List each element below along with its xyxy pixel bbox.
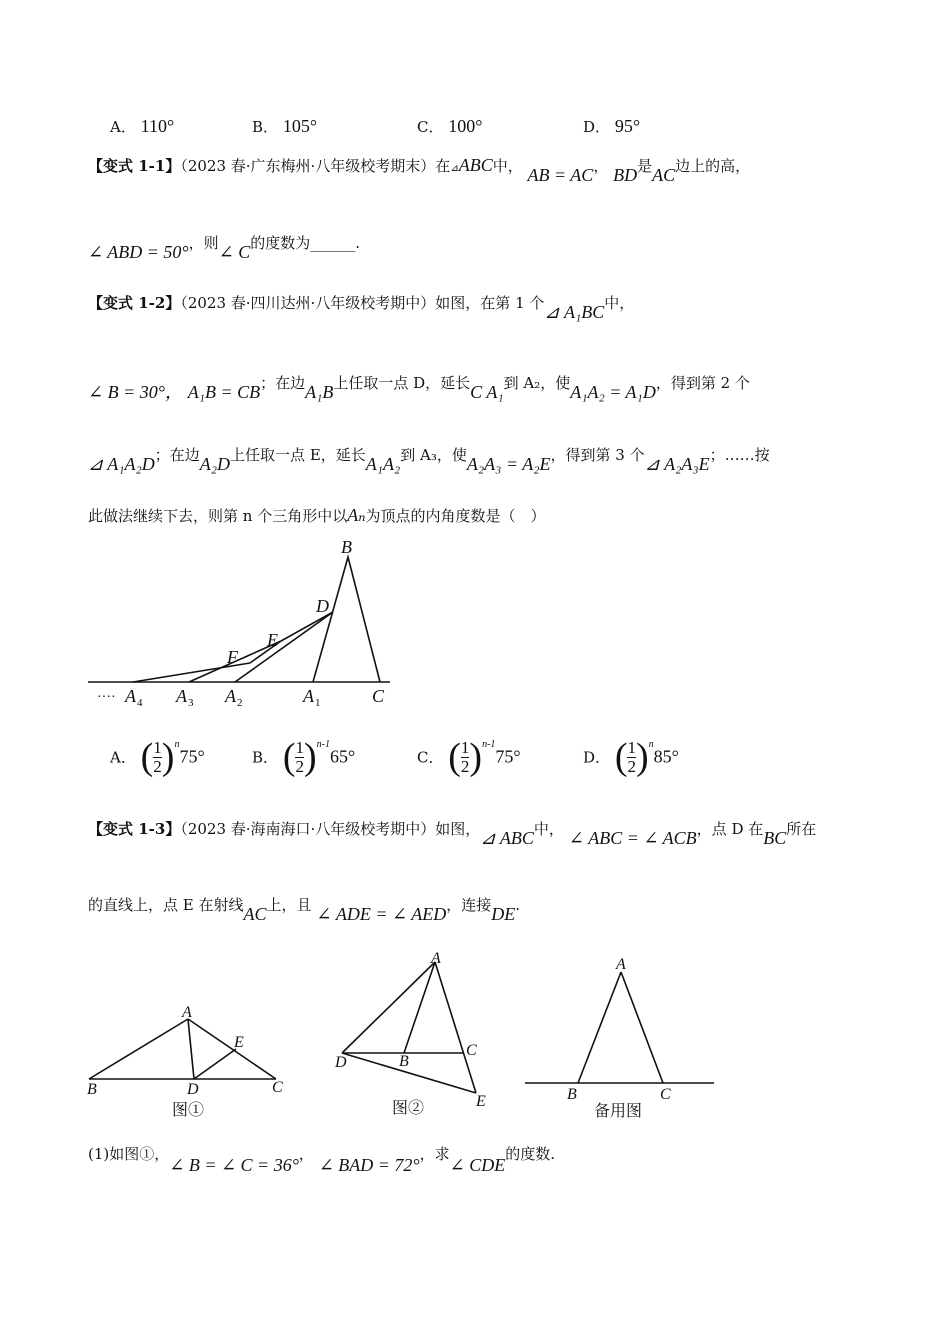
variant-tag: 【变式 1-3】: [88, 820, 181, 838]
svg-text:C: C: [272, 1079, 283, 1096]
svg-text:E: E: [234, 1034, 244, 1051]
svg-text:A: A: [431, 950, 441, 967]
variant-1-2-line1: 【变式 1-2】（2023 春·四川达州·八年级校考期中）如图，在第 1 个⊿ A₁BC中，: [88, 294, 635, 322]
option-c-1-2: C． ( $\frac{1}{2}$ )$^{n-1}$75°: [417, 736, 521, 778]
label-C: C: [372, 686, 385, 706]
svg-text:3: 3: [188, 697, 194, 709]
svg-text:A: A: [182, 1004, 192, 1021]
variant-1-2-line4: 此做法继续下去，则第 n 个三角形中以Aₙ为顶点的内角度数是（ ）: [88, 505, 546, 525]
option-b-1-2: B． ( $\frac{1}{2}$ )$^{n-1}$65°: [252, 736, 356, 778]
variant-tag: 【变式 1-1】: [88, 157, 181, 175]
variant-1-1-line2: ∠ ABD = 50°，则∠ C的度数为______.: [88, 234, 360, 262]
variant-1-3-line2: 的直线上，点 E 在射线AC上，且 ∠ ADE = ∠ AED，连接DE.: [88, 896, 521, 924]
question-1: (1)如图①，∠ B = ∠ C = 36°， ∠ BAD = 72°，求∠ CDE的度数.: [88, 1145, 556, 1175]
label-A1: A: [303, 686, 314, 706]
svg-text:1: 1: [315, 697, 321, 709]
svg-text:4: 4: [137, 697, 143, 709]
option-a: A． 110°: [110, 116, 175, 136]
label-E: E: [267, 630, 278, 650]
svg-text:2: 2: [237, 697, 243, 709]
label-B: B: [341, 537, 352, 557]
label-A4: A: [125, 686, 136, 706]
svg-text:C: C: [466, 1042, 477, 1059]
variant-1-3-line1: 【变式 1-3】（2023 春·海南海口·八年级校考期中）如图，⊿ ABC中， ∠ ABC = ∠ ACB，点 D 在BC所在: [88, 820, 817, 848]
label-D: D: [316, 596, 329, 616]
variant-tag: 【变式 1-2】: [88, 294, 181, 312]
variant-1-2-line2: ∠ B = 30°， A₁B = CB；在边A₁B上任取一点 D，延长C A₁到 A₂，使A₁A₂ = A₁D，得到第 2 个: [88, 374, 750, 402]
svg-text:B: B: [87, 1081, 97, 1098]
option-c: C． 100°: [417, 116, 483, 136]
option-b: B． 105°: [252, 116, 318, 136]
svg-text:A: A: [616, 956, 626, 973]
option-a-1-2: A． ( $\frac{1}{2}$ )$^n$75°: [110, 736, 205, 778]
figure-spare: [520, 950, 720, 1125]
svg-text:E: E: [476, 1093, 486, 1110]
svg-text:B: B: [399, 1053, 409, 1070]
label-A2: A: [225, 686, 236, 706]
figure-2: [328, 945, 503, 1115]
variant-1-1-line1: 【变式 1-1】（2023 春·广东梅州·八年级校考期末）在⊿ABC中， AB = AC， BD是AC边上的高，: [88, 155, 751, 185]
label-F: F: [227, 647, 238, 667]
svg-text:C: C: [660, 1086, 671, 1103]
label-A3: A: [176, 686, 187, 706]
svg-text:D: D: [187, 1081, 199, 1098]
caption-fig3: 备用图: [594, 1103, 643, 1120]
svg-text:D: D: [335, 1054, 347, 1071]
option-d: D． 95°: [583, 116, 641, 136]
caption-fig1: 图①: [172, 1102, 205, 1119]
option-d-1-2: D． ( $\frac{1}{2}$ )$^n$85°: [583, 736, 679, 778]
label-dots: ····: [97, 690, 116, 705]
figure-repeated-triangles: [85, 535, 405, 715]
variant-1-2-line3: ⊿ A₁A₂D；在边A₂D上任取一点 E，延长A₁A₂到 A₃，使A₂A₃ = A₂E，得到第 3 个⊿ A₂A₃E；……按: [88, 446, 770, 474]
figure-1: [84, 1000, 299, 1125]
svg-text:B: B: [567, 1086, 577, 1103]
caption-fig2: 图②: [392, 1100, 425, 1115]
